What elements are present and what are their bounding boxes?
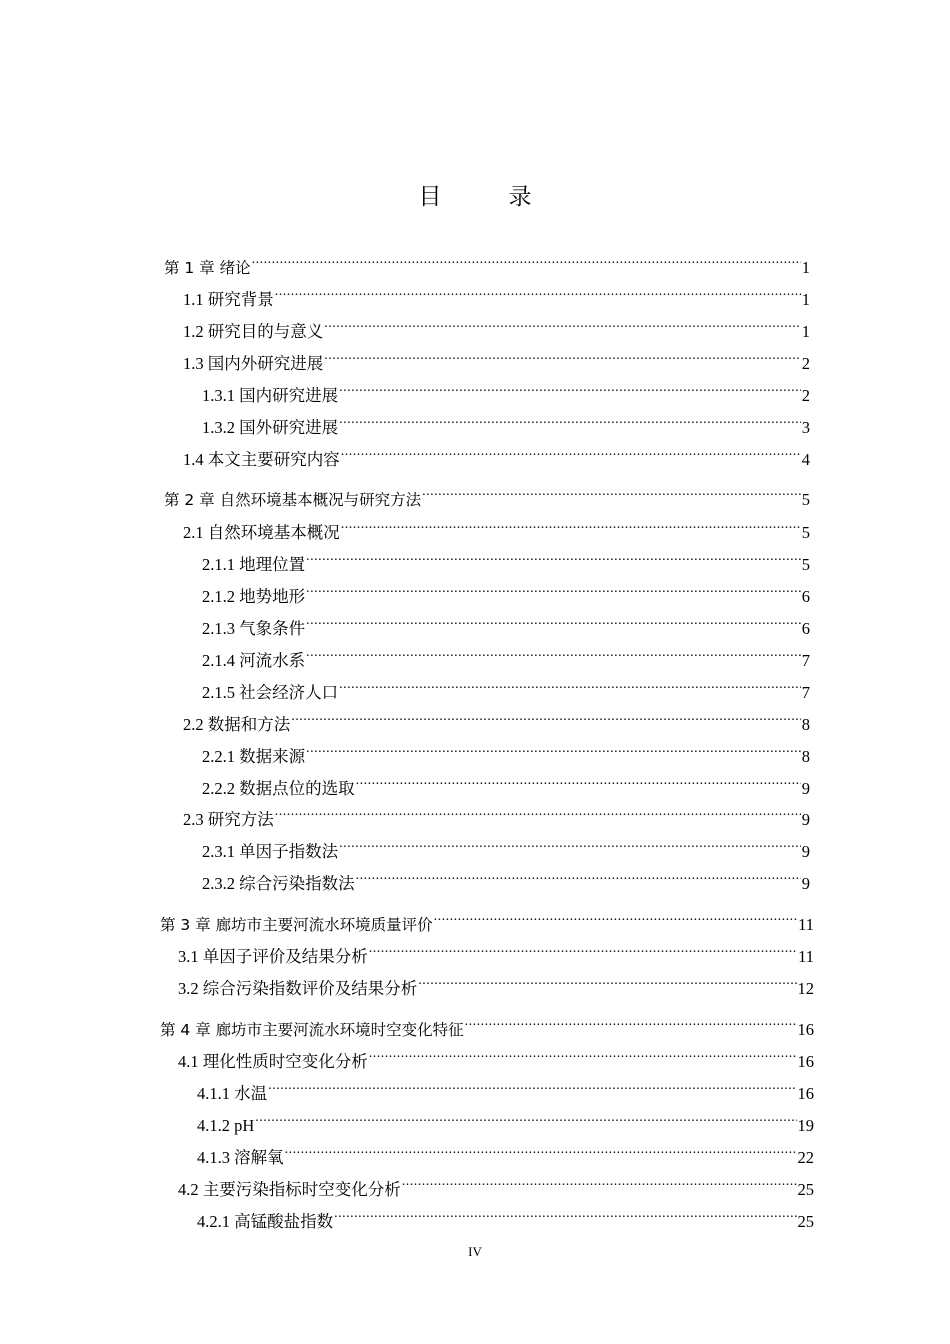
toc-entry-ch4[interactable] — [160, 1011, 814, 1039]
leader-dots — [418, 970, 796, 994]
toc-page-number: 9 — [801, 779, 810, 798]
leader-dots — [324, 345, 801, 369]
toc-entry-2-2-2[interactable] — [202, 770, 810, 798]
toc-label: 1.3 国内外研究进展 — [183, 354, 324, 373]
toc-page-number: 8 — [801, 747, 810, 766]
page-title: 目 录 — [418, 184, 554, 210]
toc-page-number: 9 — [801, 842, 810, 861]
toc-page-number: 7 — [801, 651, 810, 670]
leader-dots — [324, 313, 801, 337]
toc-label: 2.1 自然环境基本概况 — [183, 523, 340, 542]
leader-dots — [339, 409, 801, 433]
toc-entry-2-1-2[interactable] — [202, 578, 810, 606]
toc-entry-3-1[interactable] — [178, 938, 814, 966]
toc-page-number: 3 — [801, 418, 810, 437]
toc-label: 第 1 章 绪论 — [164, 259, 251, 277]
toc-page-number: 1 — [801, 258, 810, 277]
toc-entry-2-1-4[interactable] — [202, 642, 810, 670]
leader-dots — [339, 833, 801, 857]
toc-page-number: 9 — [801, 810, 810, 829]
page-footer-number: IV — [468, 1244, 482, 1259]
toc-entry-2-1-5[interactable] — [202, 674, 810, 702]
toc-label: 2.3 研究方法 — [183, 810, 274, 829]
leader-dots — [341, 441, 801, 465]
leader-dots — [255, 1107, 796, 1131]
toc-page-number: 2 — [801, 354, 810, 373]
toc-label: 1.3.2 国外研究进展 — [202, 418, 339, 437]
toc-entry-1-3-2[interactable] — [202, 409, 810, 437]
leader-dots — [422, 481, 801, 505]
toc-entry-2-3-1[interactable] — [202, 833, 810, 861]
toc-entry-4-2-1[interactable] — [197, 1203, 814, 1231]
toc-label: 2.1.3 气象条件 — [202, 619, 306, 638]
toc-label: 2.1.5 社会经济人口 — [202, 683, 339, 702]
toc-entry-3-2[interactable] — [178, 970, 814, 998]
toc-label: 2.1.4 河流水系 — [202, 651, 306, 670]
toc-page-number: 16 — [797, 1052, 814, 1071]
toc-page-number: 22 — [797, 1148, 814, 1167]
toc-page-number: 4 — [801, 450, 810, 469]
toc-label: 4.2.1 高锰酸盐指数 — [197, 1212, 334, 1231]
toc-page-number: 12 — [797, 979, 814, 998]
toc-entry-ch3[interactable] — [160, 906, 814, 934]
toc-entry-2-3-2[interactable] — [202, 865, 810, 893]
toc-label: 4.1.2 pH — [197, 1116, 255, 1135]
leader-dots — [341, 514, 801, 538]
toc-page-number: 1 — [801, 290, 810, 309]
toc-label: 第 3 章 廊坊市主要河流水环境质量评价 — [160, 916, 433, 934]
toc-entry-1-3[interactable] — [183, 345, 810, 373]
toc-label: 2.1.1 地理位置 — [202, 555, 306, 574]
toc-label: 1.3.1 国内研究进展 — [202, 386, 339, 405]
toc-label: 2.2.2 数据点位的选取 — [202, 779, 355, 798]
toc-page-number: 11 — [798, 915, 814, 934]
toc-label: 4.1.3 溶解氧 — [197, 1148, 284, 1167]
toc-entry-4-2[interactable] — [178, 1171, 814, 1199]
toc-entry-2-3[interactable] — [183, 801, 810, 829]
leader-dots — [356, 770, 801, 794]
leader-dots — [306, 578, 801, 602]
leader-dots — [339, 377, 801, 401]
leader-dots — [306, 546, 801, 570]
leader-dots — [434, 906, 797, 930]
toc-page-number: 9 — [801, 874, 810, 893]
toc-entry-1-4[interactable] — [183, 441, 810, 469]
toc-page-number: 1 — [801, 322, 810, 341]
leader-dots — [268, 1075, 796, 1099]
toc-entry-ch2[interactable] — [164, 481, 810, 509]
toc-page-number: 11 — [798, 947, 814, 966]
toc-label: 3.1 单因子评价及结果分析 — [178, 947, 368, 966]
toc-label: 4.1 理化性质时空变化分析 — [178, 1052, 368, 1071]
toc-entry-1-2[interactable] — [183, 313, 810, 341]
leader-dots — [275, 801, 801, 825]
toc-label: 2.3.1 单因子指数法 — [202, 842, 339, 861]
toc-entry-2-1-3[interactable] — [202, 610, 810, 638]
toc-label: 1.2 研究目的与意义 — [183, 322, 324, 341]
toc-page-number: 25 — [797, 1212, 814, 1231]
toc-entry-1-3-1[interactable] — [202, 377, 810, 405]
toc-page-number: 16 — [797, 1020, 814, 1039]
toc-page-number: 6 — [801, 619, 810, 638]
toc-label: 4.1.1 水温 — [197, 1084, 268, 1103]
toc-label: 2.1.2 地势地形 — [202, 587, 306, 606]
toc-page-number: 16 — [797, 1084, 814, 1103]
toc-entry-4-1-1[interactable] — [197, 1075, 814, 1103]
toc-entry-4-1[interactable] — [178, 1043, 814, 1071]
leader-dots — [306, 610, 801, 634]
toc-label: 1.4 本文主要研究内容 — [183, 450, 340, 469]
leader-dots — [306, 642, 801, 666]
toc-label: 2.2.1 数据来源 — [202, 747, 306, 766]
leader-dots — [285, 1139, 797, 1163]
toc-label: 2.2 数据和方法 — [183, 715, 291, 734]
toc-page-number: 6 — [801, 587, 810, 606]
toc-page-number: 5 — [801, 523, 810, 542]
toc-entry-ch1[interactable] — [164, 249, 810, 277]
toc-page-number: 2 — [801, 386, 810, 405]
leader-dots — [339, 674, 801, 698]
toc-page-number: 19 — [797, 1116, 814, 1135]
toc-entry-1-1[interactable] — [183, 281, 810, 309]
leader-dots — [402, 1171, 797, 1195]
toc-entry-4-1-2[interactable] — [197, 1107, 814, 1135]
leader-dots — [291, 706, 801, 730]
toc-entry-2-2[interactable] — [183, 706, 810, 734]
toc-entry-2-1-1[interactable] — [202, 546, 810, 574]
toc-page-number: 8 — [801, 715, 810, 734]
toc-label: 3.2 综合污染指数评价及结果分析 — [178, 979, 418, 998]
leader-dots — [306, 738, 801, 762]
leader-dots — [465, 1011, 797, 1035]
leader-dots — [356, 865, 801, 889]
toc-page-number: 5 — [801, 490, 810, 509]
toc-entry-2-2-1[interactable] — [202, 738, 810, 766]
toc-entry-2-1[interactable] — [183, 514, 810, 542]
toc-page-number: 7 — [801, 683, 810, 702]
toc-label: 2.3.2 综合污染指数法 — [202, 874, 355, 893]
toc-entry-4-1-3[interactable] — [197, 1139, 814, 1167]
toc-label: 第 4 章 廊坊市主要河流水环境时空变化特征 — [160, 1021, 464, 1039]
toc-page-number: 25 — [797, 1180, 814, 1199]
leader-dots — [275, 281, 801, 305]
toc-label: 1.1 研究背景 — [183, 290, 274, 309]
toc-label: 4.2 主要污染指标时空变化分析 — [178, 1180, 401, 1199]
leader-dots — [334, 1203, 796, 1227]
leader-dots — [369, 938, 797, 962]
leader-dots — [252, 249, 801, 273]
toc-label: 第 2 章 自然环境基本概况与研究方法 — [164, 491, 422, 509]
toc-page-number: 5 — [801, 555, 810, 574]
leader-dots — [369, 1043, 797, 1067]
